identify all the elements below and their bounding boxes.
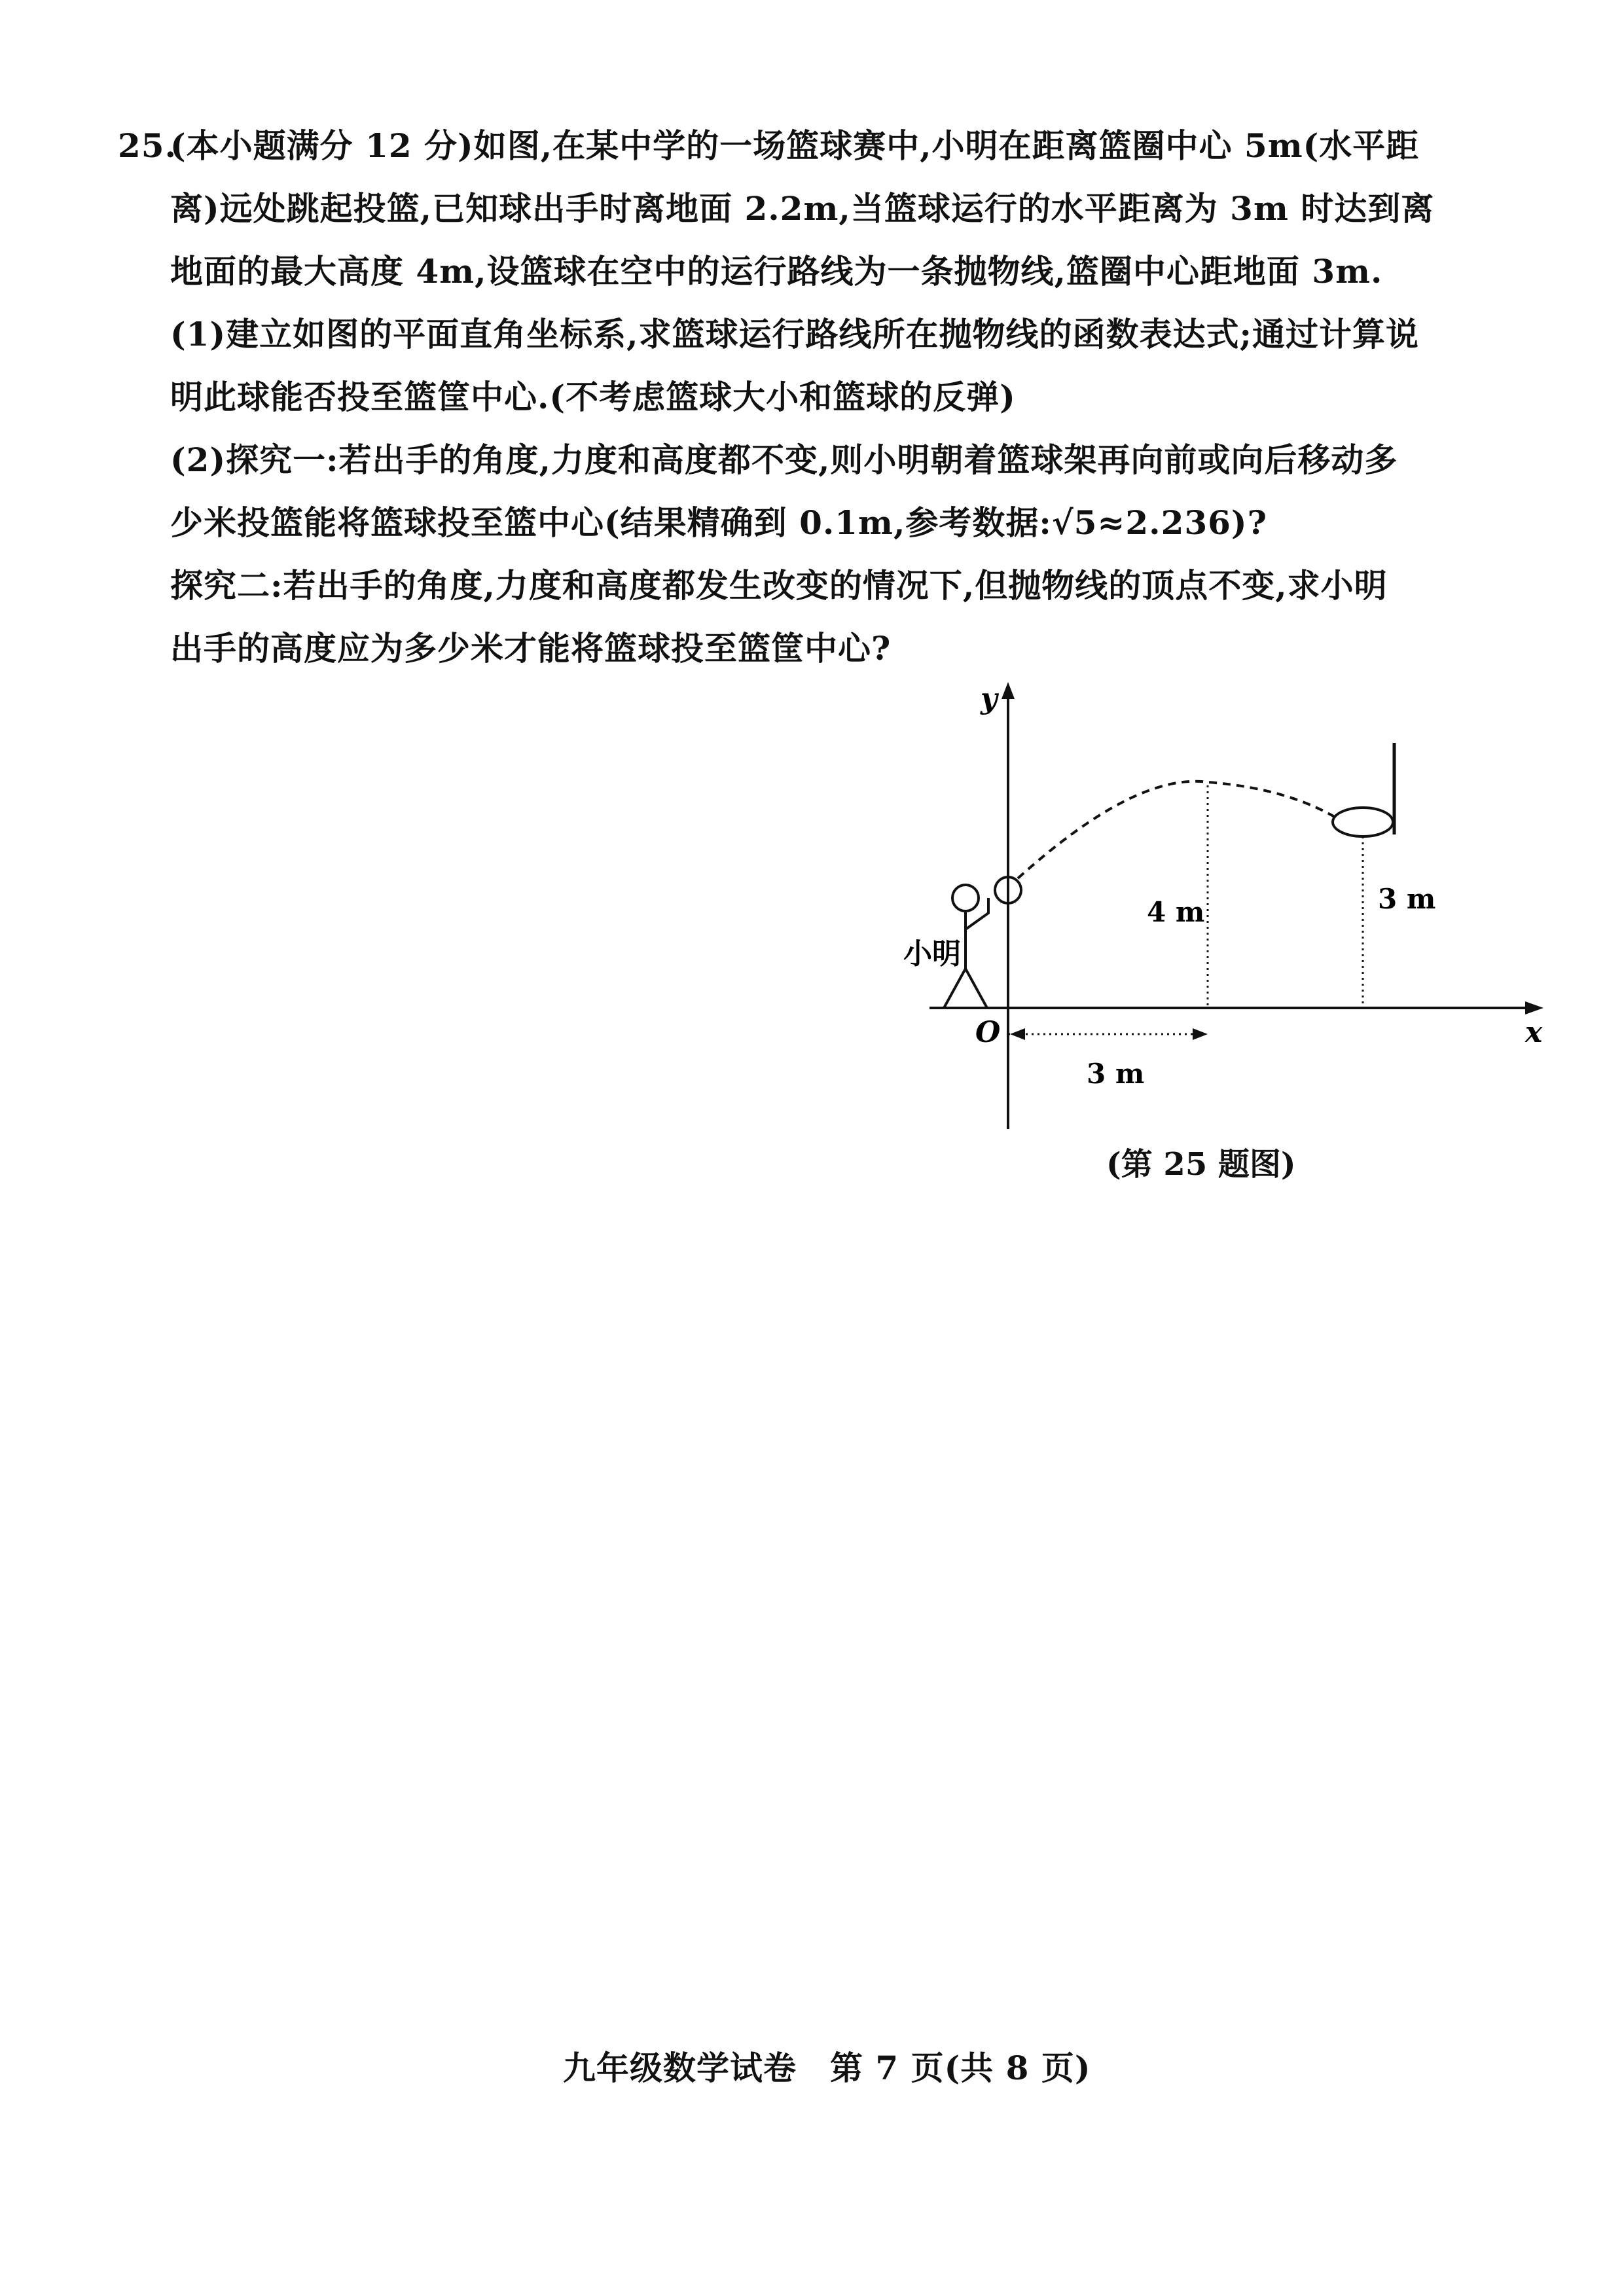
problem-line-2: 离)远处跳起投篮,已知球出手时离地面 2.2m,当篮球运行的水平距离为 3m 时达到离 xyxy=(170,189,1435,228)
part-1-line-1: (1)建立如图的平面直角坐标系,求篮球运行路线所在抛物线的函数表达式;通过计算说 xyxy=(170,315,1419,353)
person-left-leg xyxy=(944,969,965,1008)
problem-line-1: 25. (本小题满分 12 分)如图,在某中学的一场篮球赛中,小明在距离篮圈中心 5m(水平距 xyxy=(118,115,1545,177)
person-label: 小明 xyxy=(903,937,961,971)
x-axis-arrow xyxy=(1525,1001,1543,1014)
part-1-line-2: 明此球能否投至篮筐中心.(不考虑篮球大小和篮球的反弹) xyxy=(170,378,1016,416)
ball-trajectory xyxy=(1018,781,1345,878)
x-axis-label: x xyxy=(1525,1016,1543,1049)
problem-25-figure xyxy=(903,668,1545,1165)
hoop xyxy=(1333,808,1393,836)
distance-arrow-left xyxy=(1010,1028,1025,1040)
part-2-line-1: (2)探究一:若出手的角度,力度和高度都不变,则小明朝着篮球架再向前或向后移动多 xyxy=(170,440,1398,479)
y-axis-label: y xyxy=(981,682,998,715)
person-head xyxy=(952,885,979,911)
question-number: 25. xyxy=(118,126,177,165)
person-right-leg xyxy=(965,969,987,1008)
max-height-label: 4 m xyxy=(1147,896,1205,928)
part-2-line-4: 出手的高度应为多少米才能将篮球投至篮筐中心? xyxy=(170,629,892,668)
figure-caption: (第 25 题图) xyxy=(1106,1146,1296,1183)
horizontal-distance-label: 3 m xyxy=(1087,1058,1145,1090)
hoop-height-label: 3 m xyxy=(1378,883,1436,915)
part-2-line-2: 少米投篮能将篮球投至篮中心(结果精确到 0.1m,参考数据:√5≈2.236)? xyxy=(170,503,1267,542)
origin-label: O xyxy=(975,1016,1001,1049)
y-axis-arrow xyxy=(1001,682,1015,699)
problem-line-3: 地面的最大高度 4m,设篮球在空中的运行路线为一条抛物线,篮圈中心距地面 3m. xyxy=(170,252,1383,291)
problem-25 xyxy=(118,115,1545,680)
part-2-line-3: 探究二:若出手的角度,力度和高度都发生改变的情况下,但抛物线的顶点不变,求小明 xyxy=(170,566,1388,605)
distance-arrow-right xyxy=(1193,1028,1208,1040)
page-footer: 九年级数学试卷 第 7 页(共 8 页) xyxy=(563,2049,1091,2087)
